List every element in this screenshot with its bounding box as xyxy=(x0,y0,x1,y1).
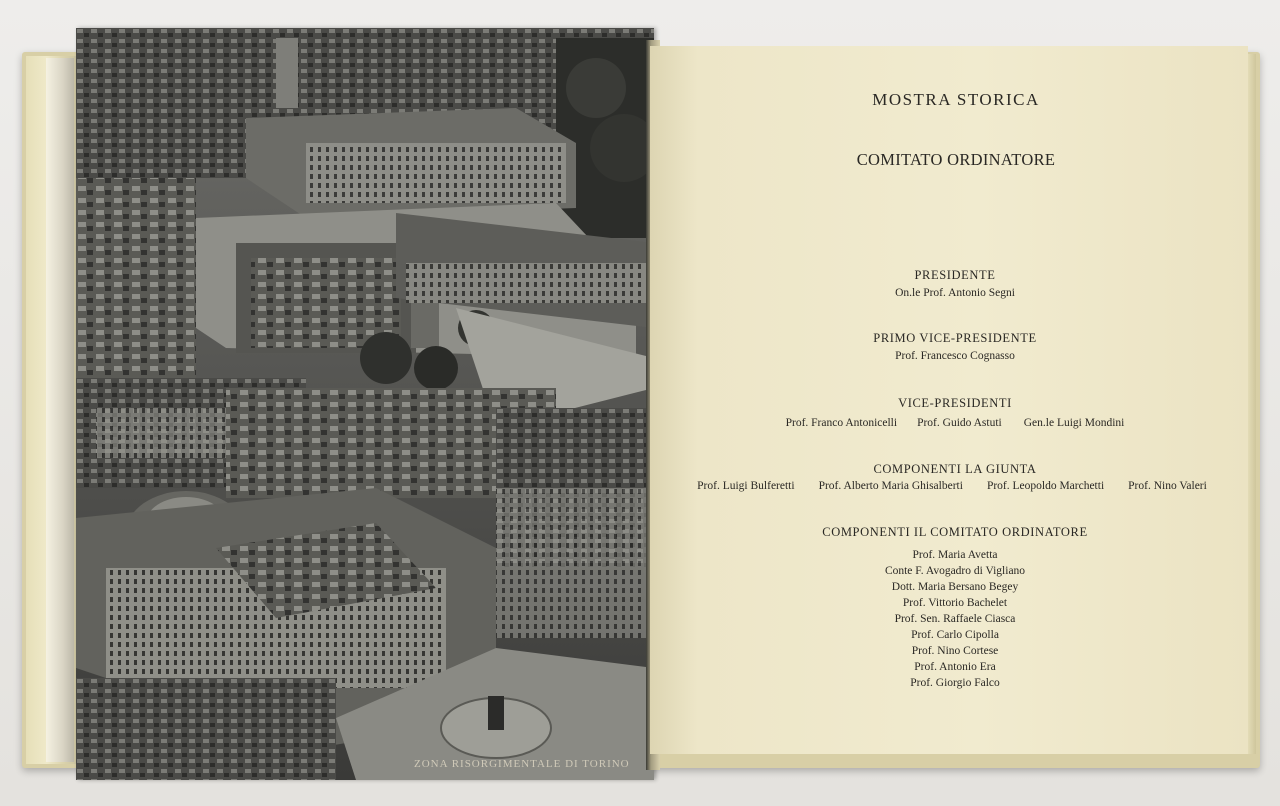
photo-caption: ZONA RISORGIMENTALE DI TORINO xyxy=(414,758,630,770)
giunta-name: Prof. Luigi Bulferetti xyxy=(697,480,795,492)
comitato-name: Prof. Nino Cortese xyxy=(911,645,999,657)
comitato-name: Prof. Antonio Era xyxy=(914,661,996,673)
vice-name: Gen.le Luigi Mondini xyxy=(1023,417,1125,429)
comitato-heading: COMPONENTI IL COMITATO ORDINATORE xyxy=(822,525,1088,539)
presidente-name: On.le Prof. Antonio Segni xyxy=(895,287,1015,299)
aerial-photo-page xyxy=(76,28,654,780)
vice-heading: VICE-PRESIDENTI xyxy=(898,396,1012,410)
giunta-heading: COMPONENTI LA GIUNTA xyxy=(873,462,1037,476)
aerial-city-photo xyxy=(76,28,654,780)
vice-names xyxy=(656,417,1254,429)
comitato-name: Conte F. Avogadro di Vigliano xyxy=(884,565,1026,577)
comitato-name: Prof. Vittorio Bachelet xyxy=(902,597,1008,609)
vice-name: Prof. Franco Antonicelli xyxy=(785,417,898,429)
primo-vice-name: Prof. Francesco Cognasso xyxy=(895,350,1015,362)
giunta-names xyxy=(653,480,1251,492)
text-page xyxy=(650,46,1248,754)
vice-name: Prof. Guido Astuti xyxy=(917,417,1002,429)
comitato-name: Dott. Maria Bersano Begey xyxy=(891,581,1019,593)
giunta-name: Prof. Nino Valeri xyxy=(1128,480,1207,492)
presidente-heading: PRESIDENTE xyxy=(914,268,996,282)
comitato-name: Prof. Sen. Raffaele Ciasca xyxy=(894,613,1016,625)
page-stack-left xyxy=(46,58,74,762)
giunta-name: Prof. Alberto Maria Ghisalberti xyxy=(818,480,963,492)
page-title: MOSTRA STORICA xyxy=(872,90,1040,109)
giunta-name: Prof. Leopoldo Marchetti xyxy=(986,480,1105,492)
comitato-name: Prof. Maria Avetta xyxy=(912,549,998,561)
comitato-name: Prof. Carlo Cipolla xyxy=(911,629,999,641)
primo-vice-heading: PRIMO VICE-PRESIDENTE xyxy=(873,331,1037,345)
page-subtitle: COMITATO ORDINATORE xyxy=(856,150,1056,169)
comitato-name: Prof. Giorgio Falco xyxy=(910,677,1000,689)
